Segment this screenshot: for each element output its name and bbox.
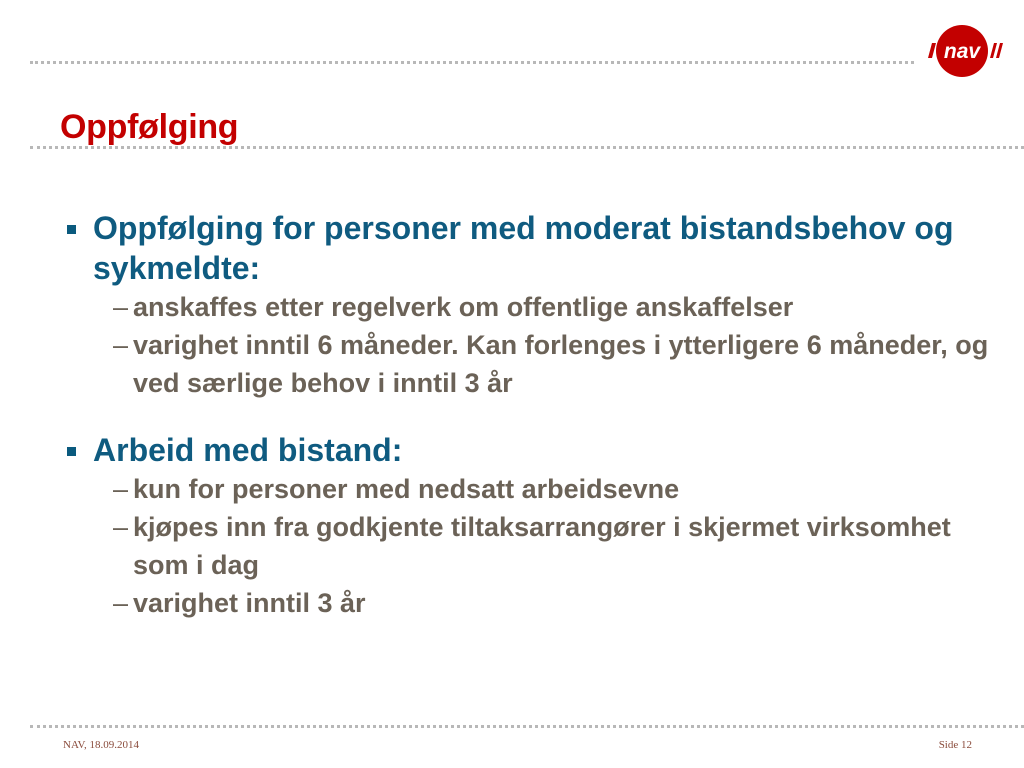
sub-item-text: anskaffes etter regelverk om offentlige anskaffelser [133,292,794,322]
sub-item [93,326,1000,402]
page-number: Side 12 [938,739,972,751]
slide-content [60,208,1000,636]
title-divider [30,146,1024,149]
nav-logo [922,23,1004,79]
sub-item [93,584,1000,622]
top-divider [30,61,914,64]
dash-icon: – [113,292,129,322]
sub-item-text: varighet inntil 3 år [133,588,366,618]
bullet-arbeid-med-bistand [60,430,1000,622]
dash-icon: – [113,512,129,542]
sub-list [93,288,1000,402]
sub-item-text: varighet inntil 6 måneder. Kan forlenges i ytterligere 6 måneder, og ved særlige behov i inntil 3 år [133,330,989,398]
sub-list [93,470,1000,622]
sub-item-text: kun for personer med nedsatt arbeidsevne [133,474,680,504]
sub-item [93,288,1000,326]
sub-item-text: kjøpes inn fra godkjente tiltaksarrangører i skjermet virksomhet som i dag [133,512,951,580]
footer-date: NAV, 18.09.2014 [63,739,139,751]
square-bullet-icon [67,225,76,234]
sub-item [93,470,1000,508]
bullet-heading: Arbeid med bistand: [93,432,403,468]
dash-icon: – [113,588,129,618]
footer-divider [30,725,1024,728]
square-bullet-icon [67,447,76,456]
bullet-oppfolging [60,208,1000,402]
nav-logo-text: nav [943,40,981,63]
sub-item [93,508,1000,584]
dash-icon: – [113,330,129,360]
page-title: Oppfølging [60,108,239,146]
bullet-heading: Oppfølging for personer med moderat bistandsbehov og sykmeldte: [93,210,954,286]
dash-icon: – [113,474,129,504]
